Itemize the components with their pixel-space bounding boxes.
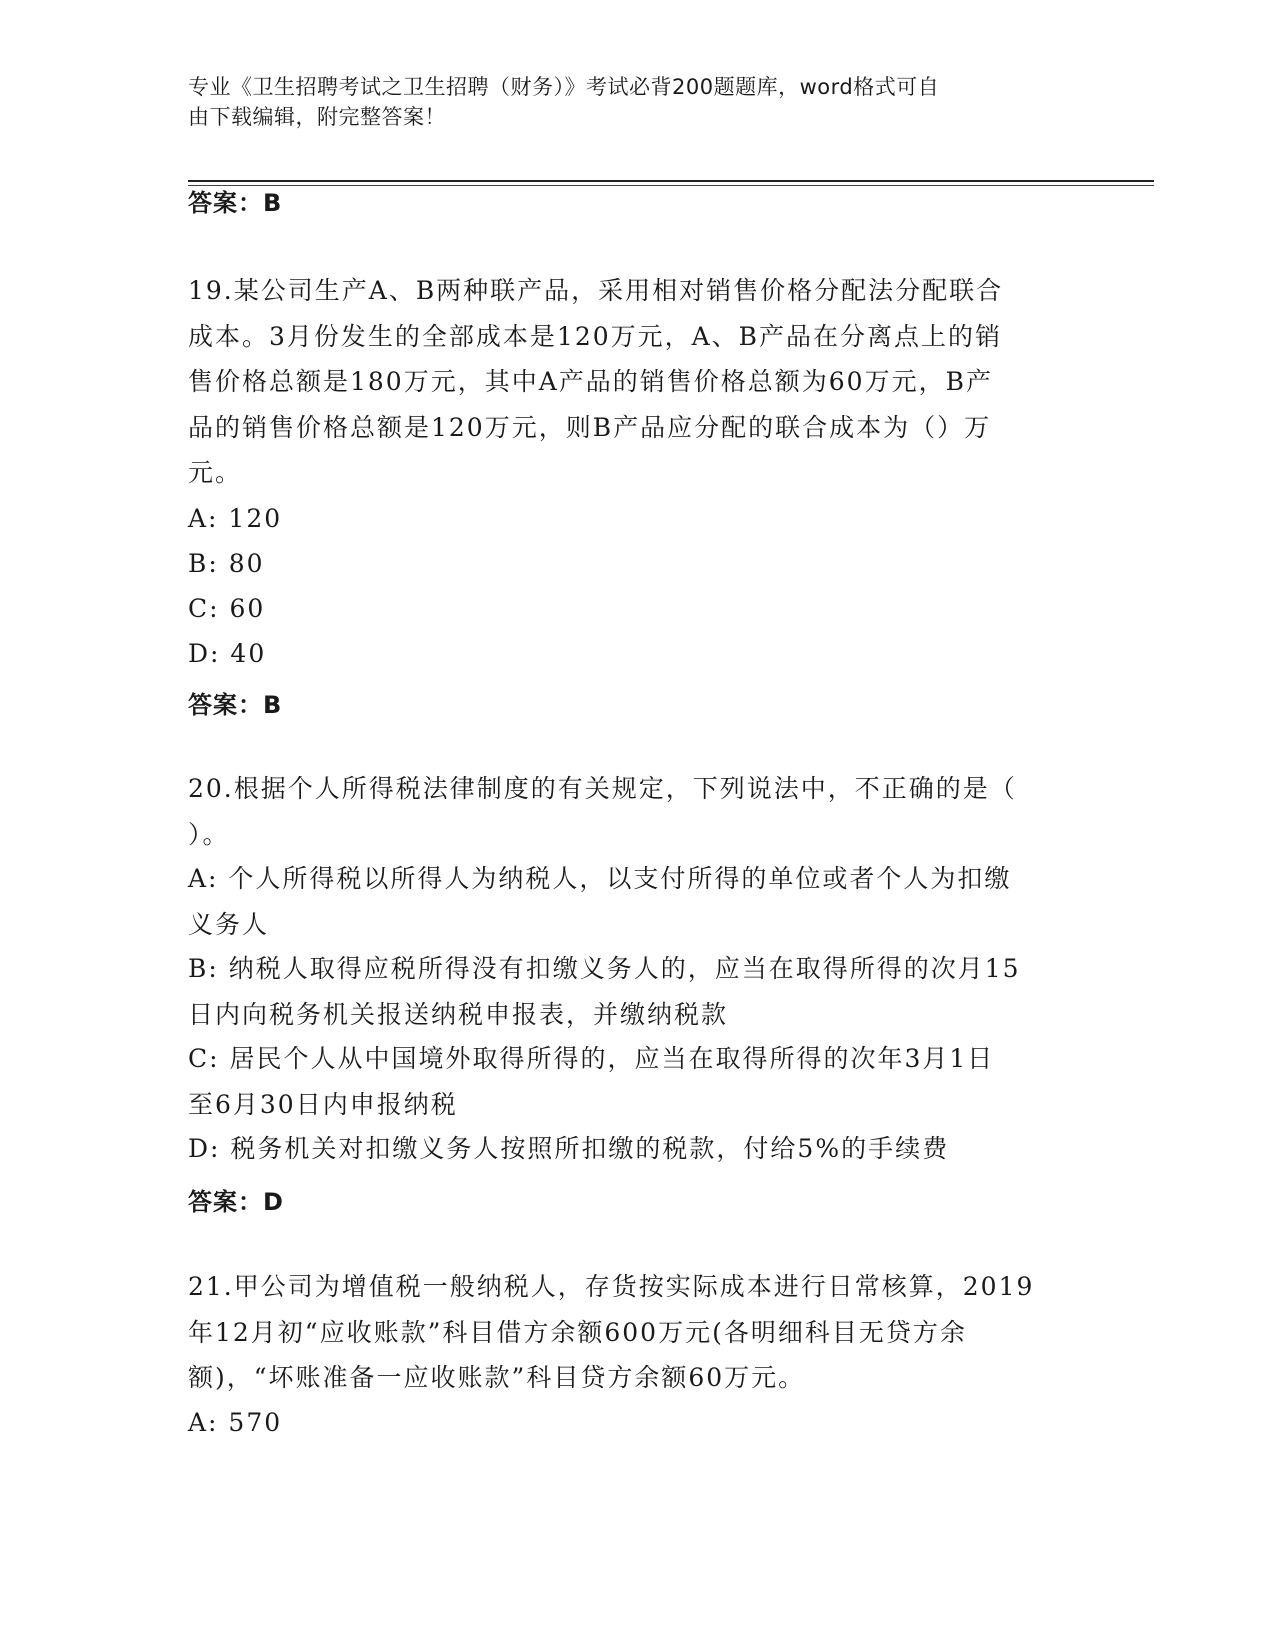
header-divider-thick (188, 180, 1154, 182)
header-line-2: 由下载编辑，附完整答案！ (188, 105, 446, 129)
header-line-1: 专业《卫生招聘考试之卫生招聘（财务）》考试必背200题题库，word格式可自 (188, 75, 940, 99)
question-19-line-4: 品的销售价格总额是120万元，则B产品应分配的联合成本为（）万 (188, 412, 992, 442)
question-20-option-b: B: 纳税人取得应税所得没有扣缴义务人的，应当在取得所得的次月15 日内向税务机关报送纳税申报表，并缴纳税款 (188, 954, 1021, 1029)
question-19-line-1: 19.某公司生产A、B两种联产品，采用相对销售价格分配法分配联合 (188, 276, 1004, 305)
question-20-option-c: C: 居民个人从中国境外取得所得的，应当在取得所得的次年3月1日 至6月30日内申报纳税 (188, 1044, 995, 1119)
answer-prev: 答案：B (188, 189, 283, 217)
question-21-option-a: A: 570 (188, 1408, 283, 1437)
question-20 (188, 766, 1088, 857)
header-divider-thin (188, 185, 1154, 186)
question-20-line-1: 20.根据个人所得税法律制度的有关规定，下列说法中，不正确的是（ (188, 774, 1017, 803)
question-21-line-1: 21.甲公司为增值税一般纳税人，存货按实际成本进行日常核算，2019 (188, 1272, 1035, 1301)
question-19-option-a: A: 120 (188, 504, 283, 533)
question-19 (188, 268, 1088, 496)
question-21-line-3: 额)，“坏账准备一应收账款”科目贷方余额60万元。 (188, 1363, 806, 1392)
question-19-option-b: B: 80 (188, 549, 265, 578)
question-19-answer: 答案：B (188, 691, 283, 719)
document-header (188, 72, 1068, 132)
question-20-line-2: ）。 (188, 819, 230, 849)
question-19-line-5: 元。 (188, 458, 243, 487)
question-19-option-c: C: 60 (188, 594, 266, 623)
question-21 (188, 1264, 1088, 1401)
question-19-line-2: 成本。3月份发生的全部成本是120万元，A、B产品在分离点上的销 (188, 321, 1003, 351)
question-19-option-d: D: 40 (188, 639, 267, 668)
question-19-line-3: 售价格总额是180万元，其中A产品的销售价格总额为60万元，B产 (188, 367, 993, 396)
question-20-option-a: A: 个人所得税以所得人为纳税人，以支付所得的单位或者个人为扣缴 义务人 (188, 864, 1012, 939)
question-21-line-2: 年12月初“应收账款”科目借方余额600万元(各明细科目无贷方余 (188, 1317, 967, 1347)
question-20-option-d: D: 税务机关对扣缴义务人按照所扣缴的税款，付给5%的手续费 (188, 1134, 950, 1163)
question-20-answer: 答案：D (188, 1188, 284, 1216)
